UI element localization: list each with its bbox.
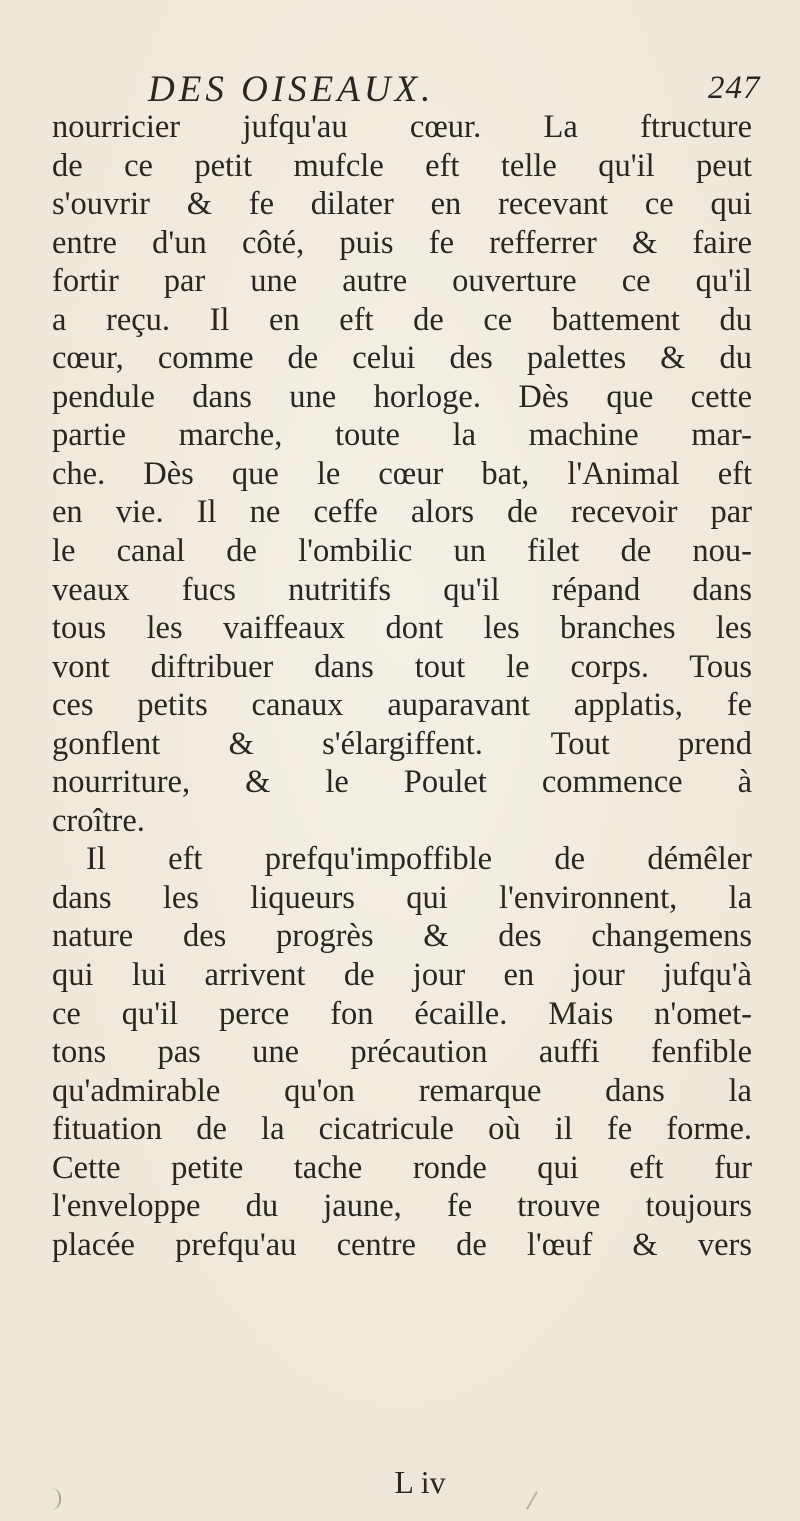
pencil-mark [526, 1491, 550, 1516]
text-line: partie marche, toute la machine mar- [52, 417, 752, 454]
text-line: qui lui arrivent de jour en jour jufqu'à [52, 957, 752, 994]
text-line: che. Dès que le cœur bat, l'Animal eft [52, 455, 752, 492]
text-line: veaux fucs nutritifs qu'il répand dans [52, 571, 752, 608]
text-line: tons pas une précaution auffi fenfible [52, 1034, 752, 1071]
text-line: placée prefqu'au centre de l'œuf & vers [52, 1226, 752, 1263]
page-number: 247 [708, 70, 761, 106]
text-line: a reçu. Il en eft de ce battement du [52, 301, 752, 338]
text-line: nourriture, & le Poulet commence à [52, 764, 752, 801]
text-line: gonflent & s'élargiffent. Tout prend [52, 725, 752, 762]
body-text [52, 108, 752, 1264]
text-line: pendule dans une horloge. Dès que cette [52, 378, 752, 415]
text-line: cœur, comme de celui des palettes & du [52, 340, 752, 377]
text-line: de ce petit mufcle eft telle qu'il peut [52, 147, 752, 184]
text-line: vont diftribuer dans tout le corps. Tous [52, 648, 752, 685]
text-line: tous les vaiffeaux dont les branches les [52, 610, 752, 647]
text-line: le canal de l'ombilic un filet de nou- [52, 533, 752, 570]
text-line: ces petits canaux auparavant applatis, fe [52, 687, 752, 724]
text-line: nature des progrès & des changemens [52, 918, 752, 955]
signature-mark: L iv [394, 1464, 446, 1500]
text-line: nourricier jufqu'au cœur. La ftructure [52, 109, 752, 145]
text-line: ce qu'il perce fon écaille. Mais n'omet- [52, 995, 752, 1032]
corner-mark [45, 1488, 61, 1510]
text-line: fituation de la cicatricule où il fe forme. [52, 1111, 752, 1148]
text-line: l'enveloppe du jaune, fe trouve toujours [52, 1188, 752, 1225]
text-line: s'ouvrir & fe dilater en recevant ce qui [52, 186, 752, 223]
running-title: DES OISEAUX. [148, 69, 435, 110]
text-line: en vie. Il ne ceffe alors de recevoir par [52, 494, 752, 531]
text-line: fortir par une autre ouverture ce qu'il [52, 263, 752, 300]
text-line: dans les liqueurs qui l'environnent, la [52, 879, 752, 916]
text-line: Il eft prefqu'impoffible de démêler [86, 841, 752, 878]
text-line: qu'admirable qu'on remarque dans la [52, 1072, 752, 1109]
text-line: Cette petite tache ronde qui eft fur [52, 1149, 752, 1186]
text-line: croître. [52, 802, 145, 839]
text-line: entre d'un côté, puis fe refferrer & faire [52, 224, 752, 261]
